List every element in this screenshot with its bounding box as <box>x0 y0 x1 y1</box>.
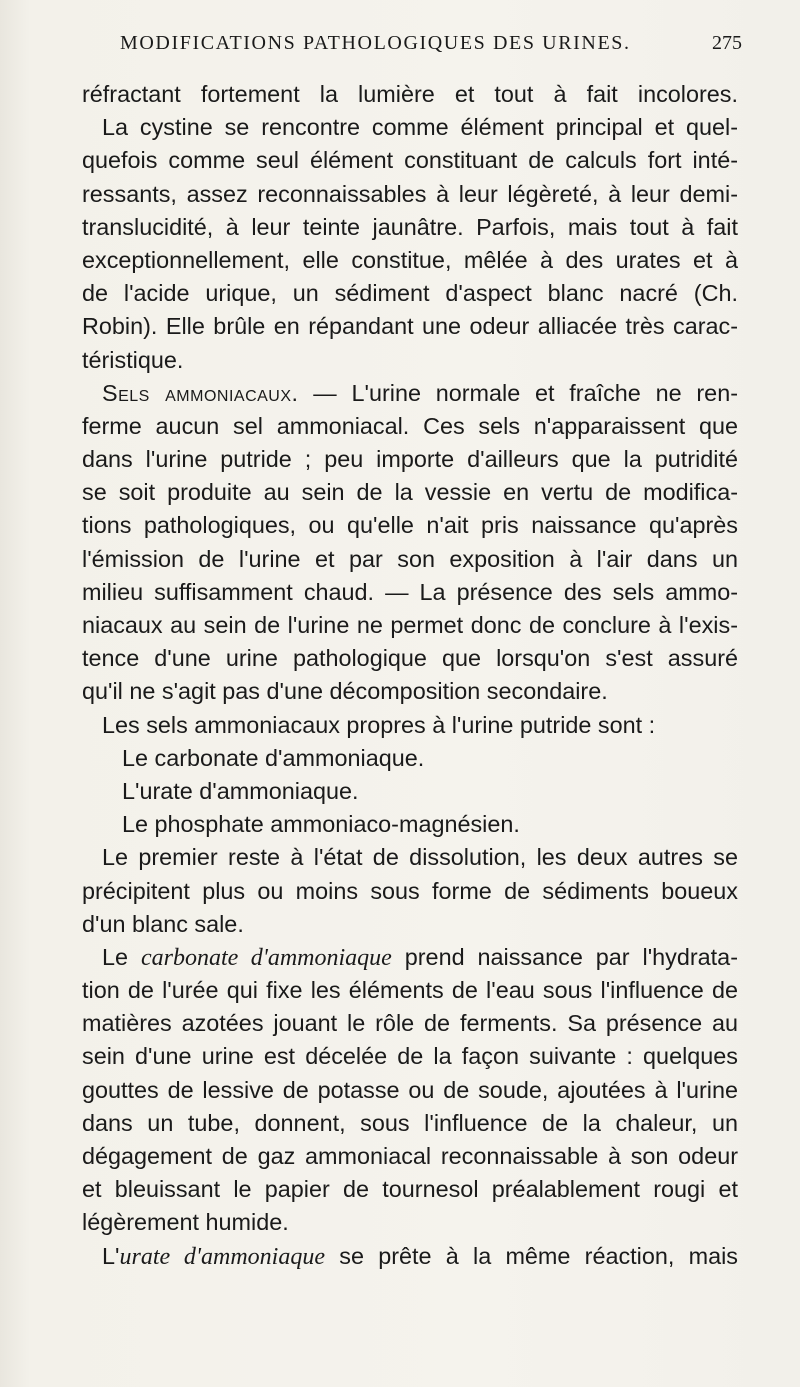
italic-term: urate d'ammoniaque <box>119 1243 326 1270</box>
text-line: se soit produite au sein de la vessie en vertu de modifica- <box>82 479 738 506</box>
list-item: Le phosphate ammoniaco-magnésien. <box>122 811 520 838</box>
text-line: tion de l'urée qui fixe les éléments de l'eau sous l'influence de <box>82 977 738 1004</box>
text-line: téristique. <box>82 346 184 373</box>
text-line: matières azotées jouant le rôle de ferments. Sa présence au <box>82 1010 738 1037</box>
text-line: dans un tube, donnent, sous l'influence de la chaleur, un <box>82 1109 738 1136</box>
text-line: ferme aucun sel ammoniacal. Ces sels n'apparaissent que <box>82 412 738 439</box>
italic-term: carbonate d'ammoniaque <box>140 944 392 971</box>
text-line: précipitent plus ou moins sous forme de sédiments boueux <box>82 877 738 904</box>
text-line: quefois comme seul élément constituant de calculs fort inté- <box>82 147 738 174</box>
text-line: milieu suffisamment chaud. — La présence des sels ammo- <box>82 578 738 605</box>
text-line: Le premier reste à l'état de dissolution, les deux autres se <box>102 844 738 871</box>
text-line: niacaux au sein de l'urine ne permet donc de conclure à l'exis- <box>82 612 738 638</box>
section-heading: Sels ammoniacaux. <box>102 379 299 406</box>
text-line: de l'acide urique, un sédiment d'aspect blanc nacré (Ch. <box>82 280 738 307</box>
body-text <box>82 78 738 1273</box>
text-line: dégagement de gaz ammoniacal reconnaissable à son odeur <box>82 1143 738 1169</box>
list-item: L'urate d'ammoniaque. <box>122 777 359 804</box>
section-heading-line <box>82 377 738 410</box>
text-line: et bleuissant le papier de tournesol préalablement rougi et <box>82 1176 738 1203</box>
text-line: l'émission de l'urine et par son exposition à l'air dans un <box>82 545 738 572</box>
text-line-mixed <box>82 941 738 974</box>
text-run: prend naissance par l'hydrata- <box>391 943 738 970</box>
list-item: Le carbonate d'ammoniaque. <box>122 744 425 771</box>
text-line: Robin). Elle brûle en répandant une odeur alliacée très carac- <box>82 313 738 340</box>
text-line: ressants, assez reconnaissables à leur légèreté, à leur demi- <box>82 180 738 207</box>
text-line: gouttes de lessive de potasse ou de soude, ajoutées à l'urine <box>82 1076 738 1103</box>
text-line: réfractant fortement la lumière et tout à fait incolores. <box>82 81 738 107</box>
text-line: dans l'urine putride ; peu importe d'ailleurs que la putridité <box>82 446 738 473</box>
text-run: — L'urine normale et fraîche ne ren- <box>298 379 738 406</box>
text-line: La cystine se rencontre comme élément principal et quel- <box>102 114 738 141</box>
text-run: L' <box>102 1242 120 1269</box>
text-line: légèrement humide. <box>82 1209 289 1236</box>
text-run: Le <box>102 943 141 970</box>
text-line: d'un blanc sale. <box>82 910 244 937</box>
text-line: Les sels ammoniacaux propres à l'urine putride sont : <box>102 711 656 738</box>
text-line: sein d'une urine est décelée de la façon suivante : quelques <box>82 1043 738 1070</box>
text-line: qu'il ne s'agit pas d'une décomposition secondaire. <box>82 678 608 705</box>
text-line-mixed <box>82 1240 738 1273</box>
text-line: tence d'une urine pathologique que lorsqu'on s'est assuré <box>82 645 738 672</box>
text-line: translucidité, à leur teinte jaunâtre. Parfois, mais tout à fait <box>82 213 738 240</box>
text-line: exceptionnellement, elle constitue, mêlée à des urates et à <box>82 246 738 273</box>
text-line: tions pathologiques, ou qu'elle n'ait pris naissance qu'après <box>82 512 738 539</box>
page-number: 275 <box>712 32 742 54</box>
page-header <box>0 32 800 62</box>
running-head: MODIFICATIONS PATHOLOGIQUES DES URINES. <box>120 32 631 54</box>
text-run: se prête à la même réaction, mais <box>325 1242 739 1269</box>
